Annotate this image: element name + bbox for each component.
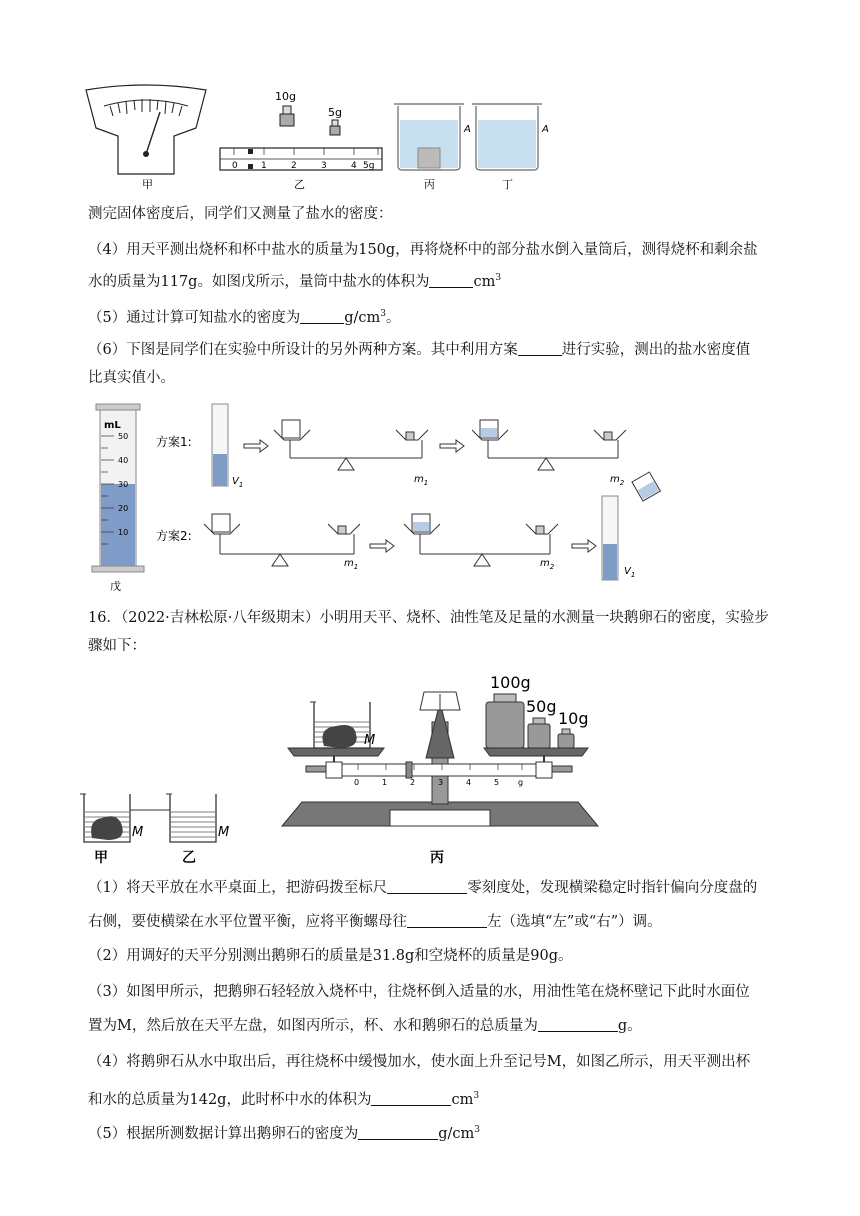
q4-line2: 水的质量为117g。如图戊所示，量筒中盐水的体积为 $cm^3$ — [88, 273, 502, 290]
svg-text:50: 50 — [118, 432, 129, 441]
svg-text:M: M — [132, 825, 144, 840]
plan2-cylinder — [602, 472, 660, 580]
svg-text:m2: $m_2$ — [610, 474, 625, 487]
plan1-balance2 — [472, 420, 626, 487]
q16-line2: 骤如下： — [88, 638, 146, 654]
svg-text:A: A — [464, 124, 471, 135]
intro-text: 测完固体密度后，同学们又测量了盐水的密度： — [88, 206, 393, 222]
svg-text:V1: $V_1$ — [624, 566, 636, 579]
svg-text:10: 10 — [118, 528, 129, 537]
svg-text:0: 0 — [232, 161, 238, 171]
svg-text:1: 1 — [382, 778, 388, 787]
s1-line2: 右侧，要使横梁在水平位置平衡，应将平衡螺母往 左（选填“左”或“右”）调。 — [88, 914, 662, 930]
arrow-icon — [440, 440, 464, 452]
svg-text:2: 2 — [410, 778, 416, 787]
caption-bing: 丙 — [430, 850, 444, 866]
arrow-icon — [244, 440, 268, 452]
caption-ding: 丁 — [502, 178, 513, 191]
svg-text:0: 0 — [354, 778, 360, 787]
plan2-label: 方案2: — [156, 529, 192, 543]
svg-text:2: 2 — [291, 161, 297, 171]
svg-text:5g: 5g — [328, 106, 342, 119]
caption-wu: 戊 — [110, 580, 121, 593]
svg-text:4: 4 — [466, 778, 472, 787]
svg-text:40: 40 — [118, 456, 129, 465]
ruler-figure-yi — [220, 90, 382, 171]
answer-blank[interactable] — [407, 913, 487, 928]
svg-text:50g: 50g — [526, 697, 557, 716]
s3-line1: （3）如图甲所示，把鹅卵石轻轻放入烧杯中，往烧杯倒入适量的水，用油性笔在烧杯壁记下此时水面位 — [88, 984, 750, 1000]
svg-text:100g: 100g — [490, 673, 531, 692]
q4-line1: （4）用天平测出烧杯和杯中盐水的质量为150g，再将烧杯中的部分盐水倒入量筒后，测得烧杯和剩余盐 — [88, 242, 758, 258]
plan1-balance1 — [274, 420, 428, 487]
plan2-balance2 — [404, 514, 558, 571]
svg-text:10g: 10g — [558, 709, 589, 728]
answer-blank[interactable] — [429, 273, 473, 288]
svg-text:3: 3 — [321, 161, 327, 171]
svg-text:10g: 10g — [275, 90, 296, 103]
svg-text:m1: $m_1$ — [344, 558, 359, 571]
beaker-yi — [166, 794, 229, 842]
svg-text:m1: $m_1$ — [414, 474, 429, 487]
caption-yi: 乙 — [294, 178, 305, 191]
s4-line2: 和水的总质量为142g，此时杯中水的体积为 $cm^3$ — [88, 1091, 480, 1108]
big-balance — [282, 673, 598, 826]
svg-text:20: 20 — [118, 504, 129, 513]
svg-text:M: M — [218, 825, 230, 840]
arrow-icon — [370, 540, 394, 552]
caption-jia: 甲 — [94, 850, 108, 866]
svg-text:4: 4 — [351, 161, 357, 171]
svg-text:g: g — [518, 778, 524, 787]
plan1-cylinder — [212, 404, 243, 489]
answer-blank[interactable] — [538, 1017, 618, 1032]
svg-text:A: A — [542, 124, 549, 135]
caption-yi: 乙 — [182, 850, 196, 866]
caption-jia: 甲 — [142, 178, 153, 191]
arrow-icon — [572, 540, 596, 552]
plan1-label: 方案1: — [156, 435, 192, 449]
q6-line1: （6）下图是同学们在实验中所设计的另外两种方案。其中利用方案 进行实验，测出的盐水密度值 — [88, 342, 751, 358]
s1-line1: （1）将天平放在水平桌面上，把游码拨至标尺 零刻度处，发现横梁稳定时指针偏向分度盘的 — [88, 880, 758, 896]
svg-text:3: 3 — [438, 778, 444, 787]
dial-figure-jia — [86, 85, 206, 174]
answer-blank[interactable] — [371, 1091, 451, 1106]
answer-blank[interactable] — [358, 1125, 438, 1140]
beaker-bing — [394, 104, 471, 170]
q6-line2: 比真实值小。 — [88, 370, 175, 386]
beaker-ding — [472, 104, 549, 170]
answer-blank[interactable] — [387, 879, 467, 894]
top-figure — [80, 84, 560, 194]
svg-text:M: M — [364, 733, 376, 748]
s2-line: （2）用调好的天平分别测出鹅卵石的质量是31.8g和空烧杯的质量是90g。 — [88, 948, 573, 964]
svg-text:5g: 5g — [363, 161, 375, 171]
q16-figure — [78, 662, 618, 872]
s3-line2: 置为M，然后放在天平左盘，如图丙所示，杯、水和鹅卵石的总质量为 g。 — [88, 1018, 642, 1034]
svg-text:5: 5 — [494, 778, 500, 787]
s4-line1: （4）将鹅卵石从水中取出后，再往烧杯中缓慢加水，使水面上升至记号M，如图乙所示，用天平测出杯 — [88, 1054, 751, 1070]
q5-line: （5）通过计算可知盐水的密度为 $g/cm^3$。 — [88, 309, 401, 326]
svg-text:V1: $V_1$ — [232, 476, 244, 489]
svg-text:mL: mL — [104, 420, 121, 431]
graduated-cylinder — [92, 404, 144, 572]
middle-figure — [86, 398, 766, 598]
beaker-jia — [80, 794, 143, 842]
caption-bing: 丙 — [424, 178, 435, 191]
s5-line: （5）根据所测数据计算出鹅卵石的密度为 $g/cm^3$ — [88, 1125, 481, 1142]
answer-blank[interactable] — [300, 309, 344, 324]
svg-text:1: 1 — [261, 161, 267, 171]
svg-text:30: 30 — [118, 480, 129, 489]
answer-blank[interactable] — [518, 341, 562, 356]
svg-text:m2: $m_2$ — [540, 558, 555, 571]
plan2-balance1 — [204, 514, 360, 571]
q16-line1: 16．（2022·吉林松原·八年级期末）小明用天平、烧杯、油性笔及足量的水测量一块鹅卵石的密度，实验步 — [88, 610, 769, 626]
